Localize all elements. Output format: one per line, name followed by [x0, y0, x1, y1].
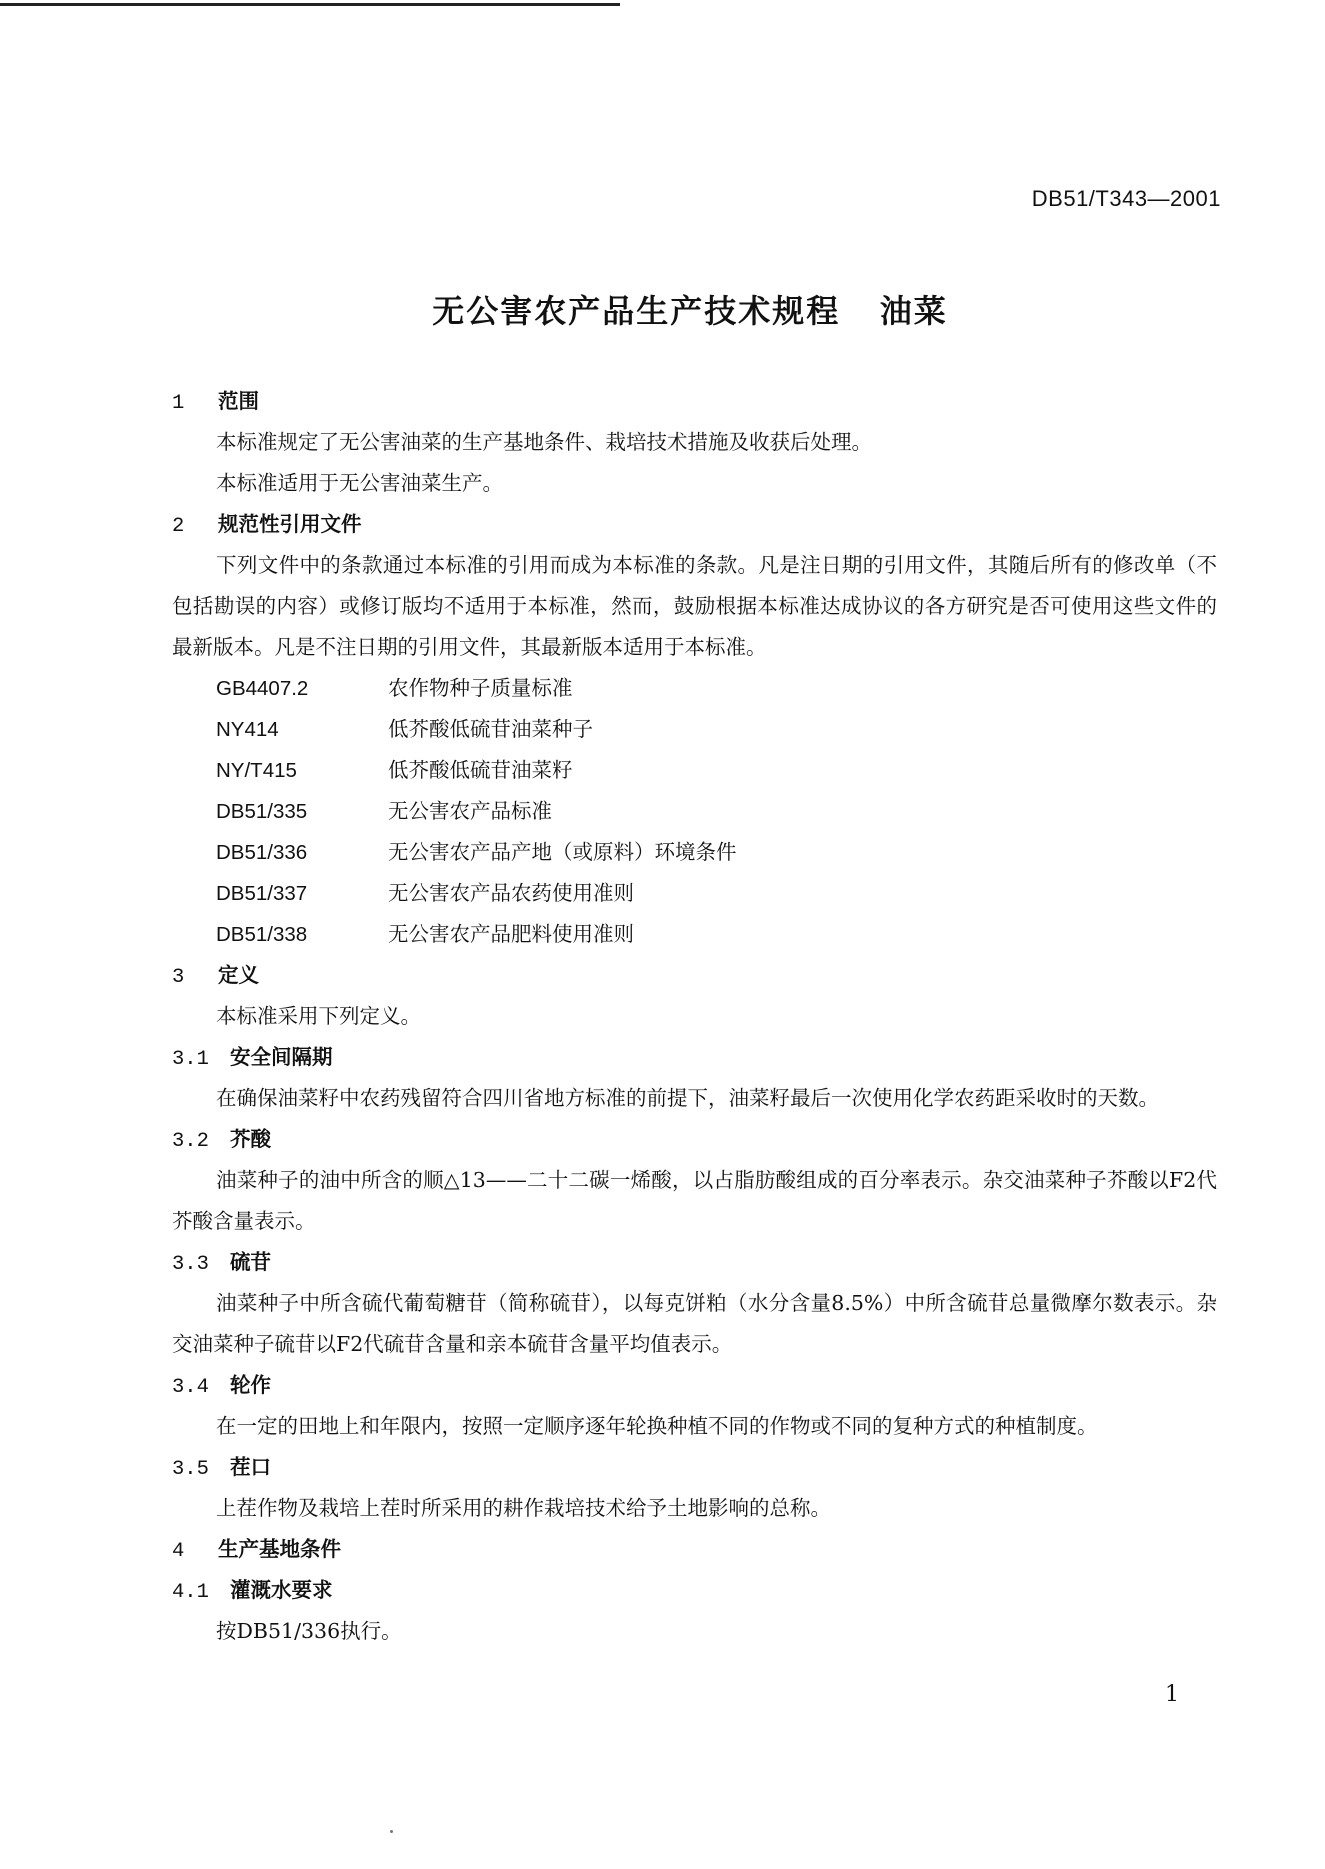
section-number: 3 — [172, 966, 185, 989]
reference-code: NY/T415 — [216, 759, 297, 782]
reference-code: DB51/336 — [216, 841, 308, 864]
reference-name: 无公害农产品标准 — [388, 799, 552, 823]
document-body — [172, 381, 1217, 1652]
section-3-2-heading — [172, 1119, 1217, 1160]
reference-name: 农作物种子质量标准 — [388, 676, 573, 700]
section-title: 茬口 — [230, 1455, 271, 1479]
section-title: 规范性引用文件 — [218, 512, 362, 536]
section-1-heading — [172, 381, 1217, 422]
reference-name: 无公害农产品农药使用准则 — [388, 881, 634, 905]
section-number: 4 — [172, 1540, 185, 1563]
reference-row — [172, 914, 1217, 955]
reference-row — [172, 791, 1217, 832]
document-code: DB51/T343—2001 — [1031, 186, 1221, 211]
reference-name: 低芥酸低硫苷油菜籽 — [388, 758, 573, 782]
reference-code: DB51/337 — [216, 882, 308, 905]
section-3-1-heading — [172, 1037, 1217, 1078]
section-title: 灌溉水要求 — [230, 1578, 333, 1602]
section-3-heading — [172, 955, 1217, 996]
section-number: 3.4 — [172, 1376, 209, 1399]
reference-row — [172, 750, 1217, 791]
section-title: 定义 — [218, 963, 259, 987]
page-number: 1 — [1165, 1682, 1179, 1707]
section-number: 2 — [172, 515, 185, 538]
section-3-5-heading — [172, 1447, 1217, 1488]
paragraph: 本标准规定了无公害油菜的生产基地条件、栽培技术措施及收获后处理。 — [216, 430, 872, 454]
paragraph: 油菜种子的油中所含的顺△13——二十二碳一烯酸，以占脂肪酸组成的百分率表示。杂交油菜种子芥酸以F2代芥酸含量表示。 — [172, 1168, 1217, 1233]
section-number: 3.1 — [172, 1048, 209, 1071]
section-number: 3.3 — [172, 1253, 209, 1276]
section-title: 生产基地条件 — [218, 1537, 341, 1561]
reference-row — [172, 668, 1217, 709]
header-rule — [0, 3, 620, 6]
section-number: 1 — [172, 392, 185, 415]
paragraph: 下列文件中的条款通过本标准的引用而成为本标准的条款。凡是注日期的引用文件，其随后所有的修改单（不包括勘误的内容）或修订版均不适用于本标准，然而，鼓励根据本标准达成协议的各方研究是否可使用这些文件的最新版本。凡是不注日期的引用文件，其最新版本适用于本标准。 — [172, 553, 1217, 659]
section-title: 硫苷 — [230, 1250, 271, 1274]
section-2-heading — [172, 504, 1217, 545]
reference-code: GB4407.2 — [216, 677, 309, 700]
paragraph: 本标准适用于无公害油菜生产。 — [216, 471, 503, 495]
reference-row — [172, 873, 1217, 914]
section-4-heading — [172, 1529, 1217, 1570]
section-number: 3.5 — [172, 1458, 209, 1481]
paragraph: 在确保油菜籽中农药残留符合四川省地方标准的前提下，油菜籽最后一次使用化学农药距采收时的天数。 — [216, 1086, 1159, 1110]
paragraph: 按DB51/336执行。 — [216, 1619, 402, 1643]
reference-code: DB51/335 — [216, 800, 308, 823]
paragraph: 在一定的田地上和年限内，按照一定顺序逐年轮换种植不同的作物或不同的复种方式的种植制度。 — [216, 1414, 1098, 1438]
reference-name: 无公害农产品产地（或原料）环境条件 — [388, 840, 737, 864]
reference-code: DB51/338 — [216, 923, 308, 946]
paragraph: 油菜种子中所含硫代葡萄糖苷（简称硫苷），以每克饼粕（水分含量8.5%）中所含硫苷总量微摩尔数表示。杂交油菜种子硫苷以F2代硫苷含量和亲本硫苷含量平均值表示。 — [172, 1291, 1217, 1356]
document-title: 无公害农产品生产技术规程 油菜 — [432, 292, 948, 330]
section-3-3-heading — [172, 1242, 1217, 1283]
reference-row — [172, 709, 1217, 750]
reference-row — [172, 832, 1217, 873]
section-3-4-heading — [172, 1365, 1217, 1406]
reference-name: 低芥酸低硫苷油菜种子 — [388, 717, 593, 741]
paragraph: 本标准采用下列定义。 — [216, 1004, 421, 1028]
scan-speck — [390, 1830, 393, 1833]
section-4-1-heading — [172, 1570, 1217, 1611]
section-title: 芥酸 — [230, 1127, 271, 1151]
section-title: 轮作 — [230, 1373, 271, 1397]
section-title: 范围 — [218, 389, 259, 413]
reference-code: NY414 — [216, 718, 279, 741]
paragraph: 上茬作物及栽培上茬时所采用的耕作栽培技术给予土地影响的总称。 — [216, 1496, 831, 1520]
reference-name: 无公害农产品肥料使用准则 — [388, 922, 634, 946]
section-number: 4.1 — [172, 1581, 209, 1604]
section-title: 安全间隔期 — [230, 1045, 333, 1069]
section-number: 3.2 — [172, 1130, 209, 1153]
